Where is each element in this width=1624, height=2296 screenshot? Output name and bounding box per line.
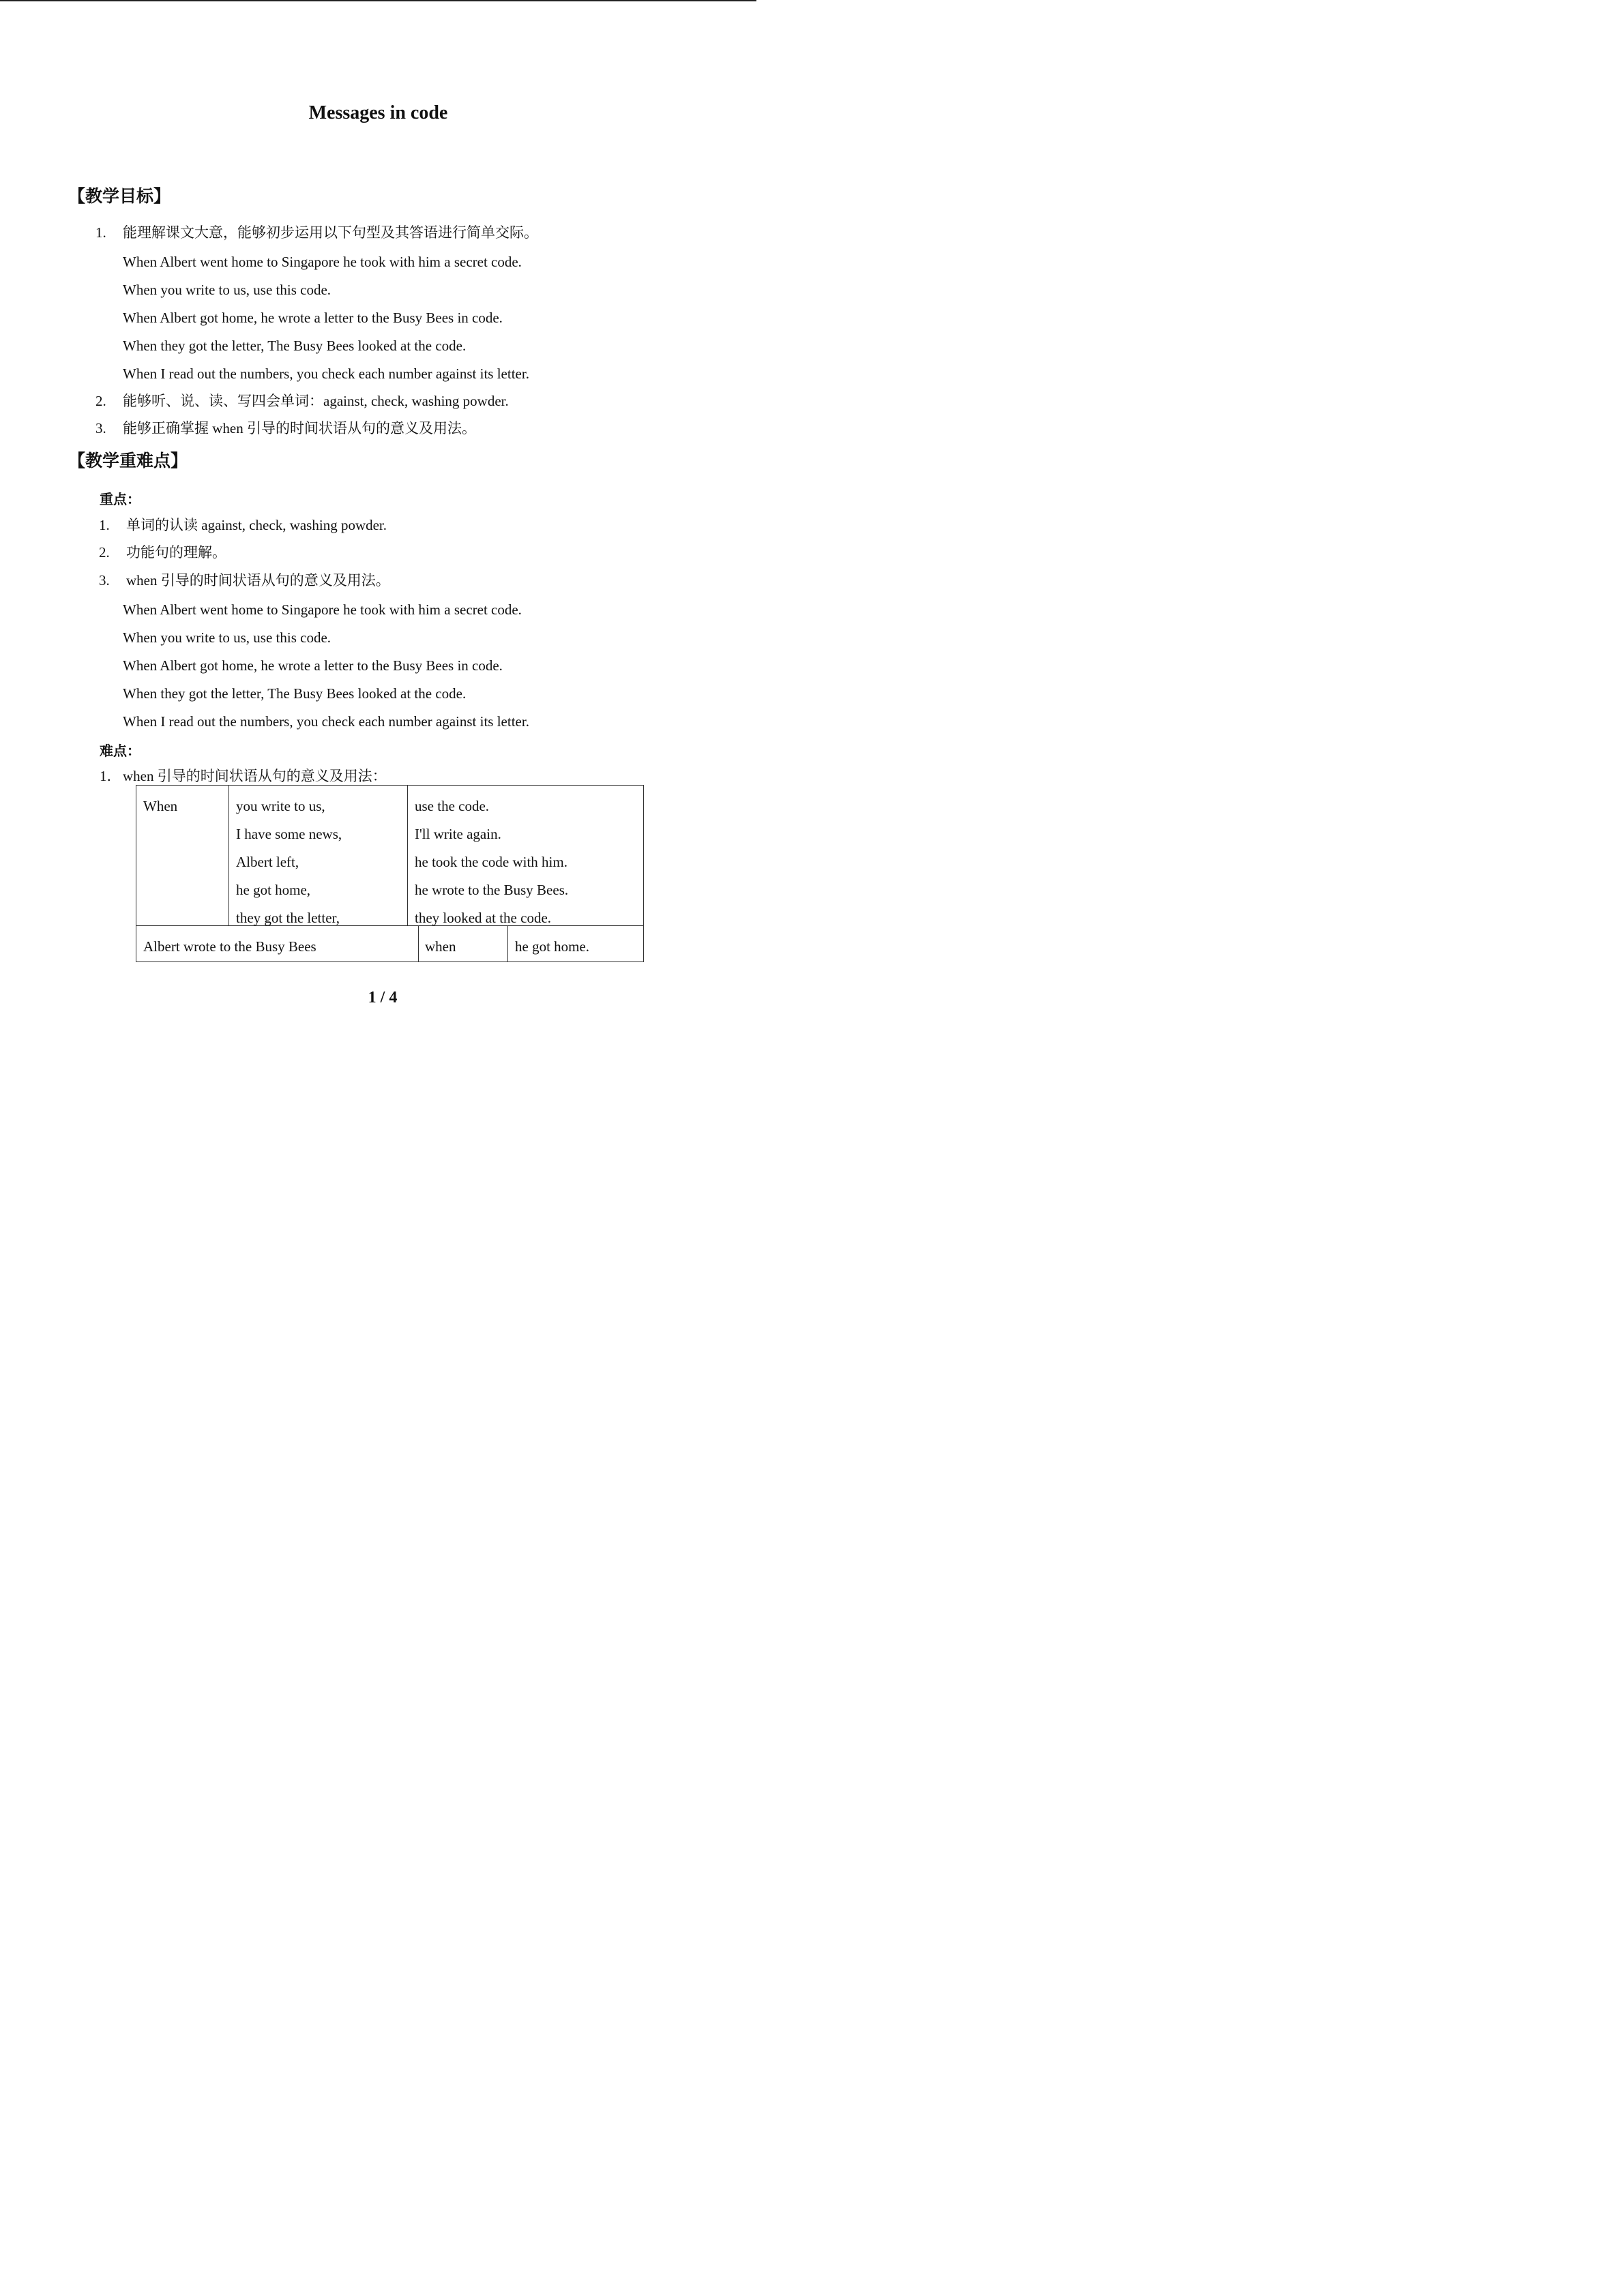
- table-clause: I have some news,: [236, 826, 342, 842]
- objective-sentence-3: When Albert got home, he wrote a letter to the Busy Bees in code.: [123, 310, 503, 326]
- key-point-number-2: 2.: [99, 544, 110, 561]
- objective-sentence-4: When they got the letter, The Busy Bees looked at the code.: [123, 338, 467, 354]
- objective-number-2: 2.: [95, 393, 106, 409]
- difficult-points-label: 难点：: [100, 744, 141, 759]
- key-point-text-2: 功能句的理解。: [126, 544, 226, 561]
- objective-text-3: 能够正确掌握 when 引导的时间状语从句的意义及用法。: [123, 420, 476, 436]
- table-col-divider-2: [407, 785, 408, 925]
- key-sentence-4: When they got the letter, The Busy Bees looked at the code.: [123, 685, 467, 702]
- objective-text-1: 能理解课文大意，能够初步运用以下句型及其答语进行简单交际。: [123, 224, 538, 241]
- objective-sentence-2: When you write to us, use this code.: [123, 282, 331, 298]
- difficult-point-number-1: 1．: [100, 768, 121, 784]
- page-indicator: 1 / 4: [368, 989, 398, 1007]
- key-difficult-heading: 【教学重难点】: [68, 452, 188, 471]
- document-title: Messages in code: [308, 102, 448, 123]
- key-point-number-3: 3.: [99, 572, 110, 588]
- table-bottom-main-clause: Albert wrote to the Busy Bees: [143, 938, 316, 955]
- table-result: they looked at the code.: [415, 910, 552, 926]
- key-sentence-3: When Albert got home, he wrote a letter to the Busy Bees in code.: [123, 657, 503, 674]
- objective-number-3: 3.: [95, 420, 106, 436]
- table-clause: Albert left,: [236, 854, 299, 870]
- key-points-label: 重点：: [100, 492, 141, 507]
- table-result: use the code.: [415, 798, 490, 814]
- table-bottom-divider-2: [507, 925, 508, 962]
- document-page: [0, 0, 756, 1069]
- key-sentence-1: When Albert went home to Singapore he took with him a secret code.: [123, 601, 522, 618]
- table-bottom-divider-1: [418, 925, 419, 962]
- table-clause: he got home,: [236, 882, 311, 898]
- key-sentence-5: When I read out the numbers, you check each number against its letter.: [123, 713, 529, 730]
- key-point-number-1: 1.: [99, 517, 110, 533]
- key-point-text-1: 单词的认读 against, check, washing powder.: [126, 517, 387, 533]
- table-col-divider-1: [228, 785, 229, 925]
- table-outer-border: [136, 785, 644, 962]
- table-row-divider: [136, 925, 644, 926]
- key-sentence-2: When you write to us, use this code.: [123, 629, 331, 646]
- objective-number-1: 1.: [95, 224, 106, 241]
- table-result: he took the code with him.: [415, 854, 567, 870]
- table-result: he wrote to the Busy Bees.: [415, 882, 569, 898]
- objective-sentence-1: When Albert went home to Singapore he took with him a secret code.: [123, 254, 522, 270]
- objective-sentence-5: When I read out the numbers, you check each number against its letter.: [123, 366, 529, 382]
- difficult-point-text-1: when 引导的时间状语从句的意义及用法：: [123, 768, 387, 784]
- table-bottom-time-clause: he got home.: [515, 938, 590, 955]
- table-clause: you write to us,: [236, 798, 325, 814]
- objectives-heading: 【教学目标】: [68, 188, 171, 206]
- table-bottom-conjunction: when: [425, 938, 456, 955]
- table-clause: they got the letter,: [236, 910, 340, 926]
- table-result: I'll write again.: [415, 826, 501, 842]
- key-point-text-3: when 引导的时间状语从句的意义及用法。: [126, 572, 390, 588]
- table-when-cell: When: [143, 798, 178, 814]
- objective-text-2: 能够听、说、读、写四会单词：against, check, washing powder.: [123, 393, 509, 409]
